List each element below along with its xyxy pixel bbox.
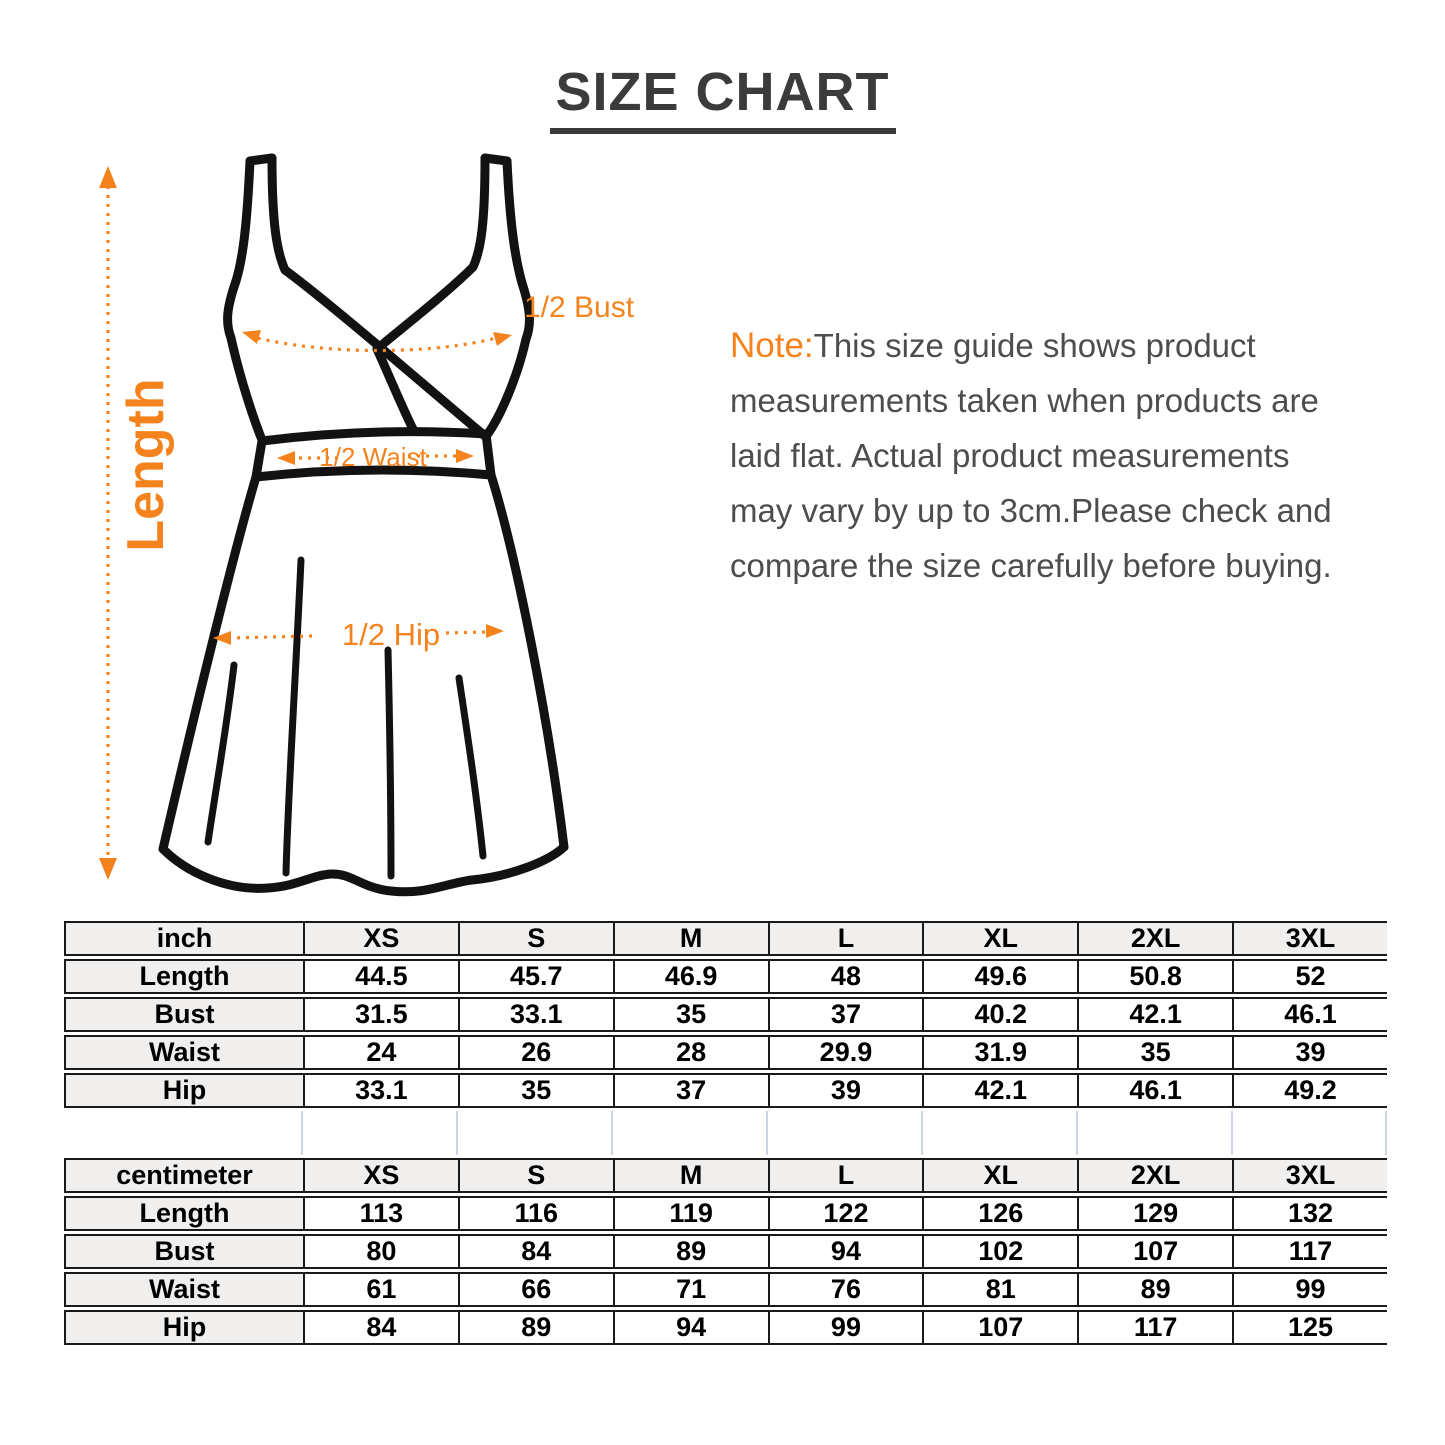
table-row <box>64 1310 1387 1345</box>
size-tables <box>64 918 1387 1348</box>
measure-value-cell: 84 <box>303 1310 458 1345</box>
note-line: laid flat. Actual product measurements <box>730 437 1290 474</box>
size-header-cell: XS <box>303 921 458 956</box>
length-arrow <box>99 166 117 880</box>
table-row <box>64 1196 1387 1231</box>
measure-value-cell: 46.1 <box>1077 1073 1232 1108</box>
size-header-cell: 3XL <box>1232 921 1387 956</box>
note-line: compare the size carefully before buying. <box>730 547 1332 584</box>
measure-value-cell: 42.1 <box>1077 997 1232 1032</box>
arrowhead-down-icon <box>99 858 117 880</box>
measure-value-cell: 52 <box>1232 959 1387 994</box>
measure-value-cell: 40.2 <box>922 997 1077 1032</box>
half-bust-label: 1/2 Bust <box>524 291 635 324</box>
waistband-left-edge <box>256 441 262 477</box>
measure-value-cell: 94 <box>613 1310 768 1345</box>
skirt-pleat-line <box>388 650 391 876</box>
arrowhead-right-icon <box>493 332 512 346</box>
measure-value-cell: 35 <box>613 997 768 1032</box>
size-header-cell: 3XL <box>1232 1158 1387 1193</box>
measure-value-cell: 80 <box>303 1234 458 1269</box>
half-waist-label: 1/2 Waist <box>319 442 427 472</box>
note-line <box>730 318 1420 373</box>
measure-value-cell: 42.1 <box>922 1073 1077 1108</box>
measure-value-cell: 26 <box>458 1035 613 1070</box>
skirt-right-edge <box>491 475 564 847</box>
size-header-cell: M <box>613 1158 768 1193</box>
grid-line <box>456 1111 458 1155</box>
measure-value-cell: 48 <box>768 959 923 994</box>
measure-value-cell: 49.6 <box>922 959 1077 994</box>
table-header-row <box>64 1158 1387 1193</box>
size-header-cell: L <box>768 921 923 956</box>
left-strap-inner <box>272 158 285 270</box>
measure-value-cell: 33.1 <box>458 997 613 1032</box>
size-header-cell: S <box>458 1158 613 1193</box>
measure-value-cell: 29.9 <box>768 1035 923 1070</box>
table-row <box>64 1234 1387 1269</box>
measure-value-cell: 44.5 <box>303 959 458 994</box>
measure-value-cell: 126 <box>922 1196 1077 1231</box>
waistband-top <box>262 432 486 441</box>
measure-value-cell: 35 <box>458 1073 613 1108</box>
grid-line <box>1076 1111 1078 1155</box>
measure-value-cell: 61 <box>303 1272 458 1307</box>
measure-value-cell: 119 <box>613 1196 768 1231</box>
measure-value-cell: 81 <box>922 1272 1077 1307</box>
size-header-cell: M <box>613 921 768 956</box>
measure-label-cell: Bust <box>64 1234 303 1269</box>
grid-line <box>301 1111 303 1155</box>
measure-value-cell: 24 <box>303 1035 458 1070</box>
skirt-pleat-line <box>286 560 301 873</box>
arrowhead-up-icon <box>99 166 117 188</box>
measure-value-cell: 31.9 <box>922 1035 1077 1070</box>
unit-header-cell: centimeter <box>64 1158 303 1193</box>
measure-value-cell: 132 <box>1232 1196 1387 1231</box>
measure-label-cell: Waist <box>64 1272 303 1307</box>
size-header-cell: XL <box>922 921 1077 956</box>
right-strap-outer <box>507 161 522 283</box>
measure-value-cell: 99 <box>1232 1272 1387 1307</box>
measure-label-cell: Length <box>64 1196 303 1231</box>
measure-value-cell: 76 <box>768 1272 923 1307</box>
table-row <box>64 1035 1387 1070</box>
measure-value-cell: 33.1 <box>303 1073 458 1108</box>
page-title-text: SIZE CHART <box>550 64 896 134</box>
note-label: Note: <box>730 326 814 365</box>
measure-value-cell: 125 <box>1232 1310 1387 1345</box>
measure-value-cell: 94 <box>768 1234 923 1269</box>
grid-line <box>611 1111 613 1155</box>
size-header-cell: XS <box>303 1158 458 1193</box>
arrowhead-right-icon <box>456 449 474 463</box>
size-table-centimeter <box>64 1155 1387 1348</box>
measure-value-cell: 37 <box>768 997 923 1032</box>
measure-value-cell: 46.1 <box>1232 997 1387 1032</box>
measure-value-cell: 50.8 <box>1077 959 1232 994</box>
measure-value-cell: 35 <box>1077 1035 1232 1070</box>
measure-value-cell: 31.5 <box>303 997 458 1032</box>
right-strap-inner <box>473 158 485 267</box>
measure-value-cell: 107 <box>922 1310 1077 1345</box>
measure-value-cell: 28 <box>613 1035 768 1070</box>
measure-value-cell: 46.9 <box>613 959 768 994</box>
table-row <box>64 1073 1387 1108</box>
skirt-pleat-line <box>208 665 234 842</box>
size-header-cell: L <box>768 1158 923 1193</box>
measure-value-cell: 117 <box>1077 1310 1232 1345</box>
measure-value-cell: 66 <box>458 1272 613 1307</box>
measure-value-cell: 49.2 <box>1232 1073 1387 1108</box>
measure-label-cell: Hip <box>64 1310 303 1345</box>
grid-line <box>921 1111 923 1155</box>
size-header-cell: XL <box>922 1158 1077 1193</box>
arrowhead-left-icon <box>277 451 295 465</box>
measure-value-cell: 117 <box>1232 1234 1387 1269</box>
measure-value-cell: 84 <box>458 1234 613 1269</box>
measure-value-cell: 89 <box>458 1310 613 1345</box>
bodice-left-side-seam <box>228 281 262 440</box>
measure-value-cell: 102 <box>922 1234 1077 1269</box>
note-line: measurements taken when products are <box>730 382 1319 419</box>
size-table-inch <box>64 918 1387 1111</box>
size-header-cell: 2XL <box>1077 1158 1232 1193</box>
measure-value-cell: 116 <box>458 1196 613 1231</box>
left-strap-outer <box>236 161 250 281</box>
grid-line <box>1231 1111 1233 1155</box>
note-line: may vary by up to 3cm.Please check and <box>730 492 1332 529</box>
measure-value-cell: 107 <box>1077 1234 1232 1269</box>
note-line-text: This size guide shows product <box>813 327 1256 364</box>
table-gap <box>64 1111 1387 1155</box>
table-row <box>64 1272 1387 1307</box>
dress-illustration <box>163 158 564 892</box>
waistband-right-edge <box>486 434 491 475</box>
arrowhead-right-icon <box>486 624 504 638</box>
bodice-right-flap-edge <box>377 267 473 349</box>
table-header-row <box>64 921 1387 956</box>
measure-value-cell: 122 <box>768 1196 923 1231</box>
measure-label-cell: Hip <box>64 1073 303 1108</box>
measure-label-cell: Waist <box>64 1035 303 1070</box>
page-title <box>0 64 1445 134</box>
measure-value-cell: 39 <box>768 1073 923 1108</box>
grid-line <box>766 1111 768 1155</box>
grid-line <box>1385 1111 1387 1155</box>
size-header-cell: 2XL <box>1077 921 1232 956</box>
measure-label-cell: Length <box>64 959 303 994</box>
skirt-left-edge <box>163 477 256 849</box>
table-row <box>64 997 1387 1032</box>
measure-value-cell: 71 <box>613 1272 768 1307</box>
measure-value-cell: 39 <box>1232 1035 1387 1070</box>
note-paragraph <box>730 318 1420 593</box>
skirt-pleat-line <box>459 678 483 856</box>
measure-value-cell: 89 <box>613 1234 768 1269</box>
measure-value-cell: 129 <box>1077 1196 1232 1231</box>
dress-measurement-diagram <box>0 140 700 905</box>
half-hip-label: 1/2 Hip <box>341 617 441 652</box>
measure-label-cell: Bust <box>64 997 303 1032</box>
arrowhead-left-icon <box>242 330 261 344</box>
unit-header-cell: inch <box>64 921 303 956</box>
measure-value-cell: 113 <box>303 1196 458 1231</box>
measure-value-cell: 89 <box>1077 1272 1232 1307</box>
bodice-left-flap-edge <box>285 270 485 436</box>
table-row <box>64 959 1387 994</box>
measure-value-cell: 37 <box>613 1073 768 1108</box>
measure-value-cell: 45.7 <box>458 959 613 994</box>
measure-value-cell: 99 <box>768 1310 923 1345</box>
length-label: Length <box>117 378 175 552</box>
size-header-cell: S <box>458 921 613 956</box>
skirt-hem <box>163 847 564 892</box>
